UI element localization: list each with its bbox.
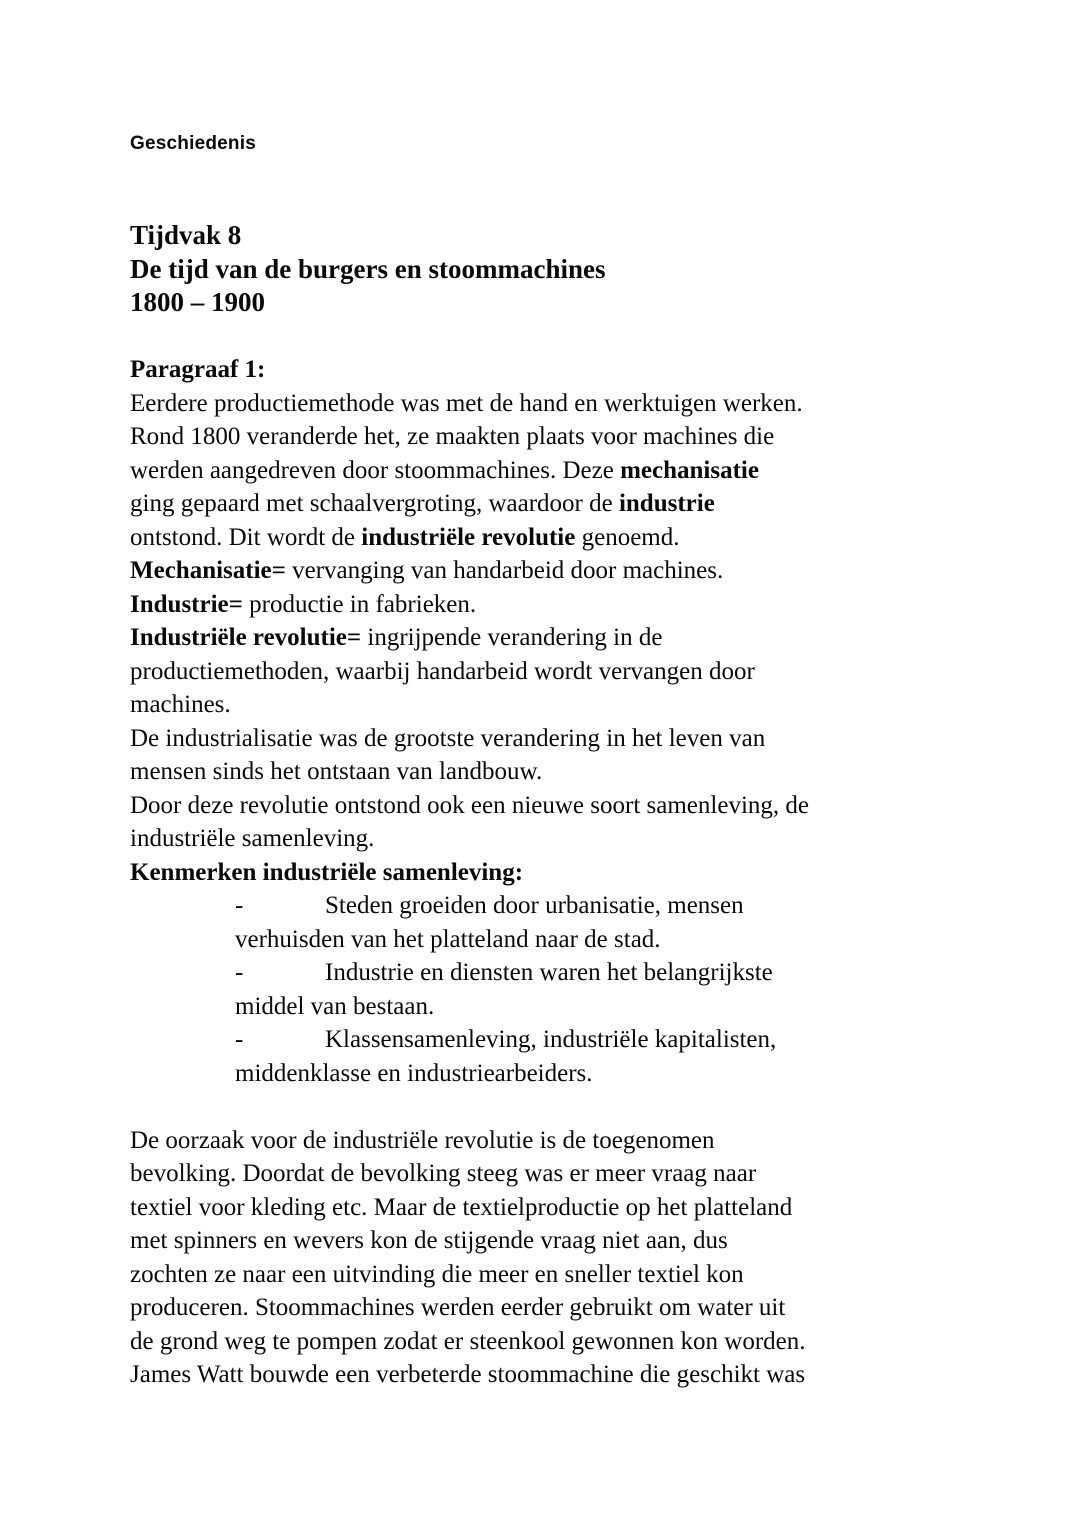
list-item-continuation <box>235 1057 1010 1091</box>
text-segment: bevolking. Doordat de bevolking steeg was er meer vraag naar <box>130 1160 757 1187</box>
bold-text-segment: Industriële revolutie= <box>130 624 362 651</box>
text-segment: Eerdere productiemethode was met de hand en werktuigen werken. <box>130 389 803 417</box>
text-segment: produceren. Stoommachines werden eerder gebruikt om water uit <box>130 1294 786 1321</box>
list-item-continuation <box>235 923 1010 957</box>
text-segment: ingrijpende verandering in de <box>361 624 663 651</box>
document-header: Geschiedenis <box>130 133 256 154</box>
text-segment: industriële samenleving. <box>130 825 375 852</box>
bold-text-segment: Tijdvak 8 <box>130 220 242 250</box>
text-line <box>130 1157 1010 1191</box>
text-line <box>130 1358 1010 1392</box>
text-segment: werden aangedreven door stoommachines. Deze <box>130 456 621 484</box>
text-segment: Industrie en diensten waren het belangrijkste <box>325 959 773 986</box>
text-segment: middenklasse en industriearbeiders. <box>235 1059 593 1087</box>
bold-text-segment: Industrie= <box>130 590 243 618</box>
text-segment: Steden groeiden door urbanisatie, mensen <box>325 892 744 919</box>
list-dash: - <box>235 892 244 919</box>
bold-text-segment: Mechanisatie= <box>130 557 286 584</box>
text-segment: met spinners en wevers kon de stijgende vraag niet aan, dus <box>130 1227 728 1254</box>
text-line <box>130 387 1010 421</box>
list-item <box>235 1023 1010 1057</box>
text-line <box>130 1224 1010 1258</box>
list-item <box>235 889 1010 923</box>
text-segment: productiemethoden, waarbij handarbeid wordt vervangen door <box>130 657 755 685</box>
text-segment: De oorzaak voor de industriële revolutie is de toegenomen <box>130 1126 715 1154</box>
blank-line <box>130 320 1010 354</box>
bold-text-segment: Paragraaf 1: <box>130 356 266 383</box>
bold-text-segment: mechanisatie <box>620 456 759 484</box>
text-line <box>130 688 1010 722</box>
text-line <box>130 789 1010 823</box>
text-segment: zochten ze naar een uitvinding die meer en sneller textiel kon <box>130 1260 744 1288</box>
text-segment: verhuisden van het platteland naar de stad. <box>235 925 661 953</box>
document-body <box>130 219 1010 1392</box>
text-line <box>130 755 1010 789</box>
list-item-continuation <box>235 990 1010 1024</box>
bold-text-segment: Kenmerken industriële samenleving: <box>130 858 524 886</box>
blank-line <box>130 1090 1010 1124</box>
text-segment: mensen sinds het ontstaan van landbouw. <box>130 758 543 785</box>
text-segment: genoemd. <box>575 523 680 551</box>
text-segment: vervanging van handarbeid door machines. <box>285 557 724 584</box>
title-line-subtitle <box>130 253 1010 287</box>
text-segment: middel van bestaan. <box>235 992 435 1020</box>
bold-text-segment: industriële revolutie <box>361 523 576 551</box>
text-segment: ontstond. Dit wordt de <box>130 523 362 551</box>
text-line <box>130 454 1010 488</box>
text-line <box>130 554 1010 588</box>
list-item <box>235 956 1010 990</box>
text-segment: de grond weg te pompen zodat er steenkool gewonnen kon worden. <box>130 1327 806 1355</box>
text-line <box>130 822 1010 856</box>
text-line <box>130 487 1010 521</box>
text-line <box>130 1191 1010 1225</box>
text-line <box>130 655 1010 689</box>
title-line-years <box>130 286 1010 320</box>
text-line <box>130 521 1010 555</box>
text-line <box>130 588 1010 622</box>
bold-text-segment: industrie <box>618 490 715 517</box>
text-line <box>130 420 1010 454</box>
text-segment: productie in fabrieken. <box>242 590 477 618</box>
text-line <box>130 1258 1010 1292</box>
text-line <box>130 1124 1010 1158</box>
text-segment: De industrialisatie was de grootste verandering in het leven van <box>130 724 766 752</box>
list-heading <box>130 856 1010 890</box>
bold-text-segment: 1800 – 1900 <box>130 287 265 317</box>
title-line-tijdvak <box>130 219 1010 253</box>
list-dash: - <box>235 1026 244 1053</box>
paragraph-heading <box>130 353 1010 387</box>
text-line <box>130 1291 1010 1325</box>
text-segment: ging gepaard met schaalvergroting, waardoor de <box>130 490 619 517</box>
text-line <box>130 1325 1010 1359</box>
text-segment: Klassensamenleving, industriële kapitalisten, <box>325 1026 777 1053</box>
text-line <box>130 621 1010 655</box>
text-segment: James Watt bouwde een verbeterde stoommachine die geschikt was <box>130 1361 806 1388</box>
text-segment: machines. <box>130 691 231 718</box>
text-segment: Rond 1800 veranderde het, ze maakten plaats voor machines die <box>130 423 775 450</box>
text-line <box>130 722 1010 756</box>
text-segment: Door deze revolutie ontstond ook een nieuwe soort samenleving, de <box>130 791 809 819</box>
list-dash: - <box>235 959 244 986</box>
bold-text-segment: De tijd van de burgers en stoommachines <box>130 253 606 284</box>
document-page <box>130 133 1010 1392</box>
text-segment: textiel voor kleding etc. Maar de textielproductie op het platteland <box>130 1193 793 1221</box>
